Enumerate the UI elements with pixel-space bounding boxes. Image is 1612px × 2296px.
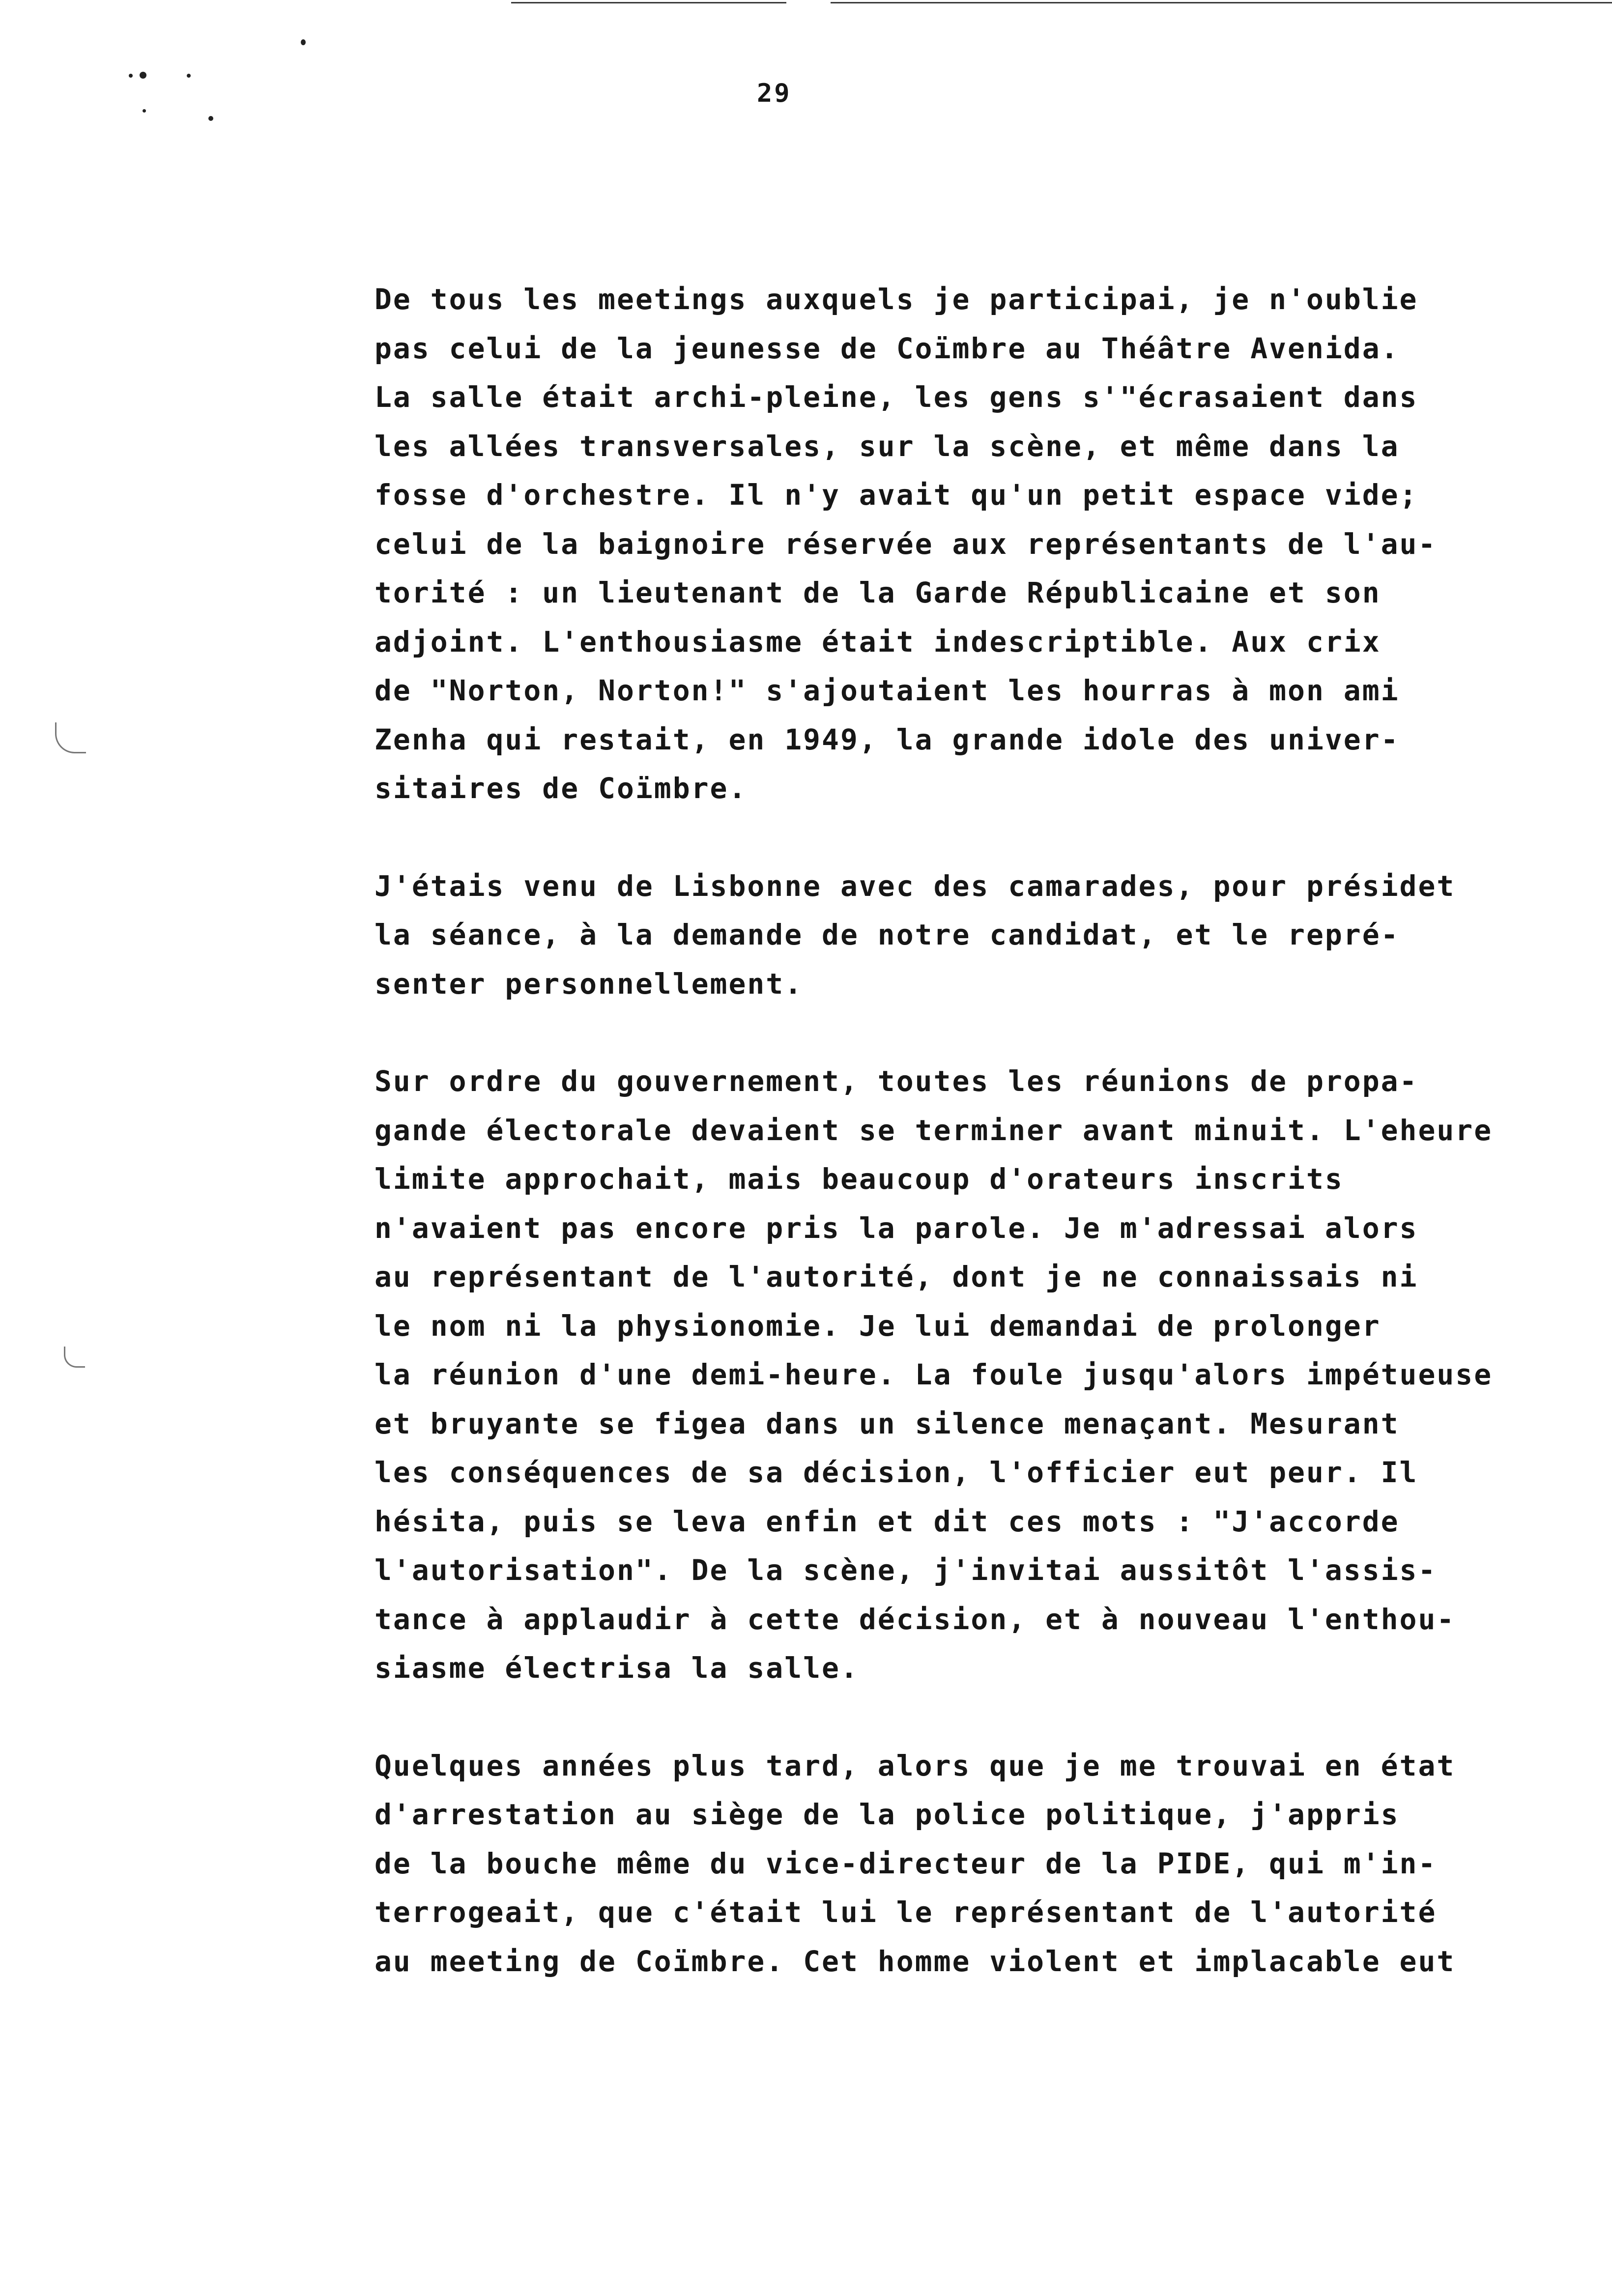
text-line: torité : un lieutenant de la Garde Républicaine et son [374, 576, 1381, 609]
margin-bracket-mark [64, 1347, 85, 1368]
scan-speck [140, 72, 146, 79]
text-line: senter personnellement. [374, 967, 804, 1001]
body-text [374, 275, 1579, 2035]
text-line: Sur ordre du gouvernement, toutes les réunions de propa- [374, 1064, 1418, 1098]
text-line: au meeting de Coïmbre. Cet homme violent et implacable eut [374, 1944, 1456, 1978]
paragraph [374, 862, 1579, 1009]
text-line: adjoint. L'enthousiasme était indescriptible. Aux crix [374, 625, 1381, 659]
scan-speck [208, 116, 213, 121]
text-line: tance à applaudir à cette décision, et à nouveau l'enthou- [374, 1602, 1456, 1636]
text-line: Quelques années plus tard, alors que je me trouvai en état [374, 1749, 1456, 1782]
text-line: Zenha qui restait, en 1949, la grande idole des univer- [374, 722, 1400, 756]
text-line: de la bouche même du vice-directeur de la PIDE, qui m'in- [374, 1846, 1437, 1880]
scan-speck [187, 74, 191, 78]
text-line: la réunion d'une demi-heure. La foule jusqu'alors impétueuse [374, 1358, 1493, 1391]
paragraph [374, 1742, 1579, 1986]
text-line: la séance, à la demande de notre candidat, et le repré- [374, 918, 1400, 951]
text-line: La salle était archi-pleine, les gens s'"écrasaient dans [374, 380, 1418, 414]
top-edge-rule [511, 2, 786, 3]
text-line: les allées transversales, sur la scène, et même dans la [374, 429, 1400, 463]
text-line: hésita, puis se leva enfin et dit ces mots : "J'accorde [374, 1504, 1400, 1538]
text-line: et bruyante se figea dans un silence menaçant. Mesurant [374, 1406, 1400, 1440]
page-number: 29 [757, 79, 792, 108]
paragraph [374, 275, 1579, 813]
scan-speck [143, 109, 146, 113]
text-line: celui de la baignoire réservée aux représentants de l'au- [374, 527, 1437, 561]
text-line: pas celui de la jeunesse de Coïmbre au Théâtre Avenida. [374, 331, 1400, 365]
text-line: De tous les meetings auxquels je participai, je n'oublie [374, 283, 1418, 316]
scan-speck [301, 39, 306, 45]
text-line: n'avaient pas encore pris la parole. Je m'adressai alors [374, 1211, 1418, 1245]
text-line: terrogeait, que c'était lui le représentant de l'autorité [374, 1895, 1437, 1929]
text-line: l'autorisation". De la scène, j'invitai aussitôt l'assis- [374, 1553, 1437, 1587]
margin-bracket-mark [55, 722, 86, 753]
scan-speck [129, 74, 133, 78]
text-line: limite approchait, mais beaucoup d'orateurs inscrits [374, 1162, 1344, 1196]
text-line: d'arrestation au siège de la police politique, j'appris [374, 1798, 1400, 1831]
paragraph [374, 1057, 1579, 1693]
top-edge-rule [831, 2, 1612, 3]
text-line: sitaires de Coïmbre. [374, 772, 748, 805]
text-line: les conséquences de sa décision, l'officier eut peur. Il [374, 1456, 1418, 1489]
text-line: le nom ni la physionomie. Je lui demandai de prolonger [374, 1309, 1381, 1343]
text-line: siasme électrisa la salle. [374, 1651, 859, 1685]
text-line: de "Norton, Norton!" s'ajoutaient les hourras à mon ami [374, 674, 1400, 707]
text-line: gande électorale devaient se terminer avant minuit. L'eheure [374, 1113, 1493, 1147]
text-line: J'étais venu de Lisbonne avec des camarades, pour présidet [374, 869, 1456, 903]
text-line: au représentant de l'autorité, dont je ne connaissais ni [374, 1260, 1418, 1293]
text-line: fosse d'orchestre. Il n'y avait qu'un petit espace vide; [374, 478, 1418, 512]
